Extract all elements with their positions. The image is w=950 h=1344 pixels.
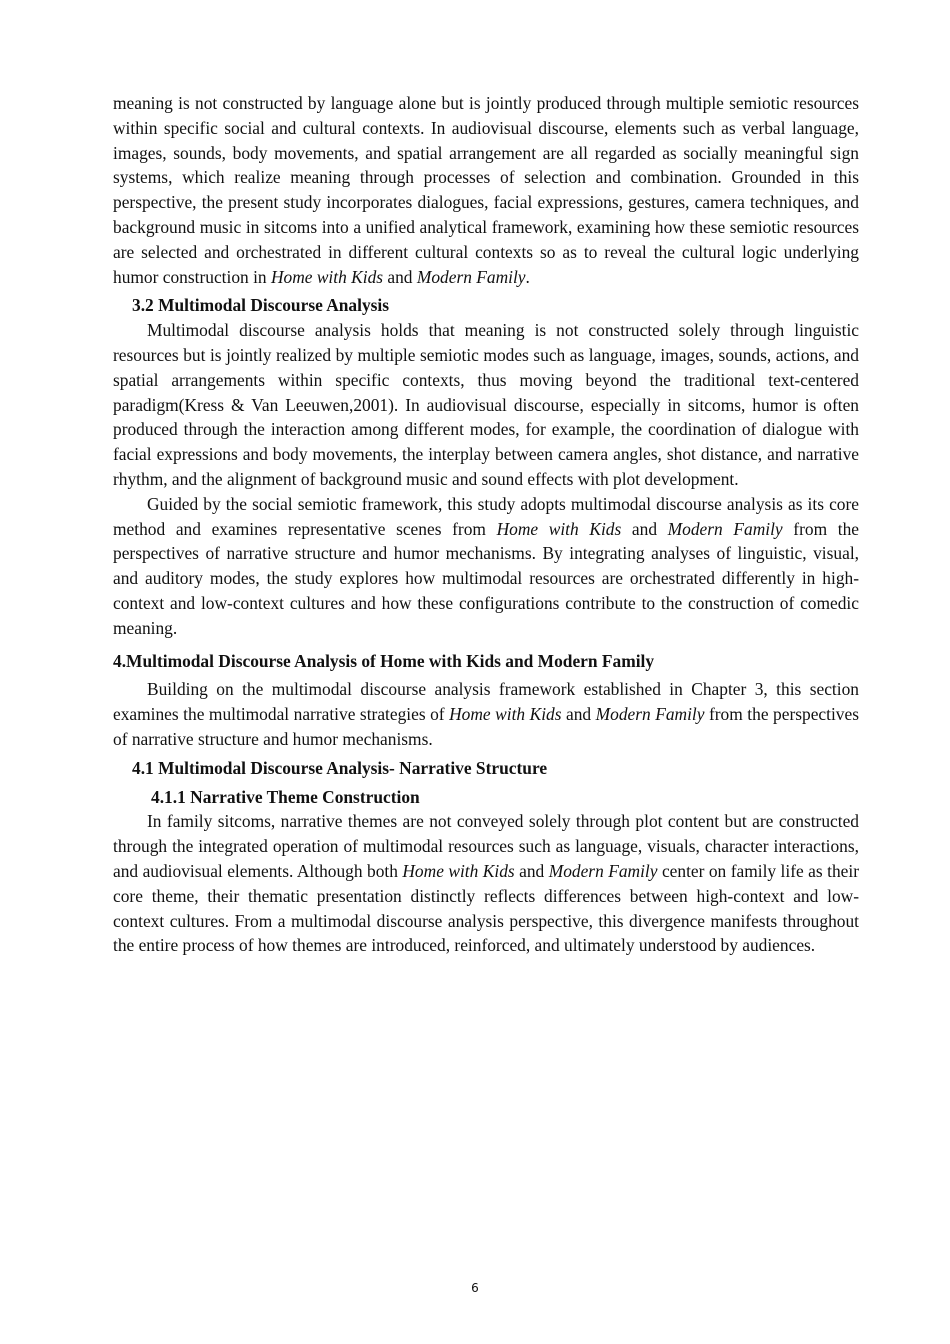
title-modern-family: Modern Family [667,518,783,539]
subsection-heading-4-1-1: 4.1.1 Narrative Theme Construction [151,786,420,807]
title-home-with-kids: Home with Kids [402,860,515,881]
section-heading-4-1: 4.1 Multimodal Discourse Analysis- Narrative Structure [132,757,548,778]
paragraph-text: Guided by the social semiotic framework, this study adopts multimodal discourse analysis as its core method and examines representative scenes from [113,493,859,539]
title-home-with-kids: Home with Kids [449,704,562,725]
section-3-2-paragraph-1: Multimodal discourse analysis holds that meaning is not constructed solely through linguistic resources but is jointly realized by multiple semiotic modes such as language, images, sounds, actions, and spatial arrangements within specific contexts, thus moving beyond the traditional text-centered paradigm(Kress & Van Leeuwen,2001). In audiovisual discourse, especially in sitcoms, humor is often produced through the interaction among different modes, for example, the coordination of dialogue with facial expressions and body movements, the interplay between camera angles, shot distance, and narrative rhythm, and the alignment of background music and sound effects with plot development. [113,320,859,489]
continued-paragraph [113,91,859,289]
page-number: 6 [471,1281,479,1295]
title-modern-family: Modern Family [416,266,526,287]
paragraph-text: Building on the multimodal discourse analysis framework established in Chapter 3, this section examines the multimodal narrative strategies of [113,679,859,725]
chapter-heading-4: 4.Multimodal Discourse Analysis of Home with Kids and Modern Family [113,650,655,671]
paragraph-text: In family sitcoms, narrative themes are not conveyed solely through plot content but are constructed through the integrated operation of multimodal resources such as language, visuals, character interactions, and audiovisual elements. Although both [113,811,859,881]
title-home-with-kids: Home with Kids [496,518,622,539]
title-modern-family: Modern Family [595,704,705,725]
chapter-4-paragraph [113,677,859,751]
paragraph-text: meaning is not constructed by language alone but is jointly produced through multiple semiotic resources within specific social and cultural contexts. In audiovisual discourse, elements such as verbal language, images, sounds, body movements, and spatial arrangement are all regarded as socially meaningful sign systems, which realize meaning through processes of selection and combination. Grounded in this perspective, the present study incorporates dialogues, facial expressions, gestures, camera techniques, and background music in sitcoms into a unified analytical framework, examining how these semiotic resources are selected and orchestrated in different cultural contexts so as to reveal the cultural logic underlying humor construction in [113,93,859,287]
conjunction: and [621,518,668,539]
document-page [113,91,859,958]
paragraph-end: . [525,266,530,287]
title-home-with-kids: Home with Kids [270,266,384,287]
paragraph-end: center on family life as their core theme, their thematic presentation distinctly reflects differences between high-context and low-context cultures. From a multimodal discourse analysis perspective, this divergence manifests throughout the entire process of how themes are introduced, reinforced, and ultimately understood by audiences. [113,860,859,956]
conjunction: and [561,704,596,725]
section-heading-3-2: 3.2 Multimodal Discourse Analysis [132,295,390,316]
section-4-1-1-paragraph [113,809,859,958]
conjunction: and [514,860,549,881]
paragraph-end: from the perspectives of narrative structure and humor mechanisms. By integrating analyses of linguistic, visual, and auditory modes, the study explores how multimodal resources are orchestrated differently in high-context and low-context cultures and how these configurations contribute to the construction of comedic meaning. [113,518,859,638]
section-3-2-paragraph-2 [113,492,859,641]
title-modern-family: Modern Family [548,860,658,881]
paragraph-end: from the perspectives of narrative structure and humor mechanisms. [113,704,859,749]
conjunction: and [383,266,417,287]
